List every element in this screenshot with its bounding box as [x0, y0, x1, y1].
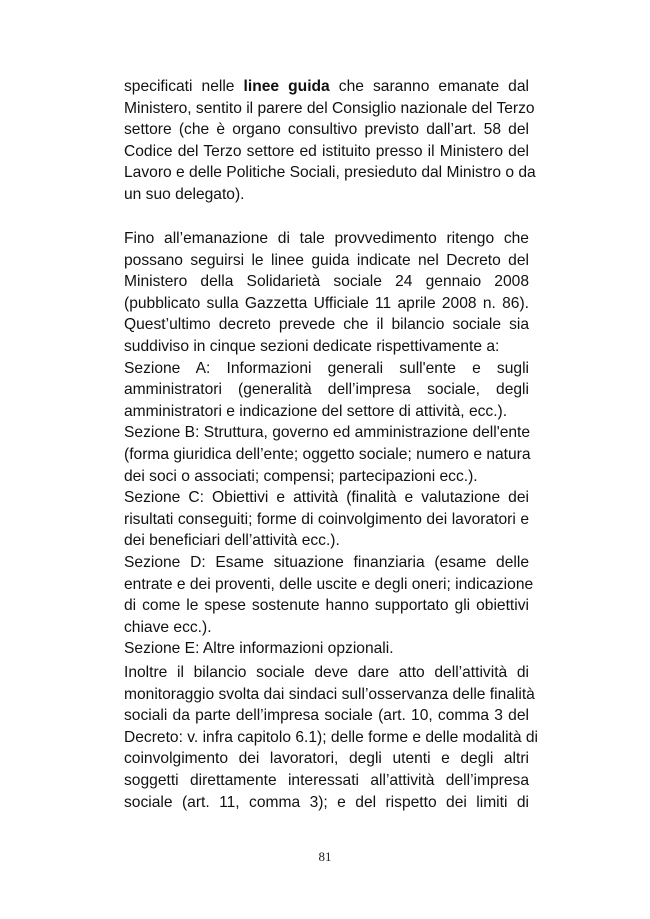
- text-line: [124, 684, 535, 706]
- text-segment: possano seguirsi le linee guida indicate nel Decreto del: [124, 251, 529, 269]
- text-line: [124, 530, 529, 552]
- text-line: [124, 574, 534, 596]
- text-line: [124, 293, 529, 315]
- text-line: [124, 250, 529, 272]
- text-segment: entrate e dei proventi, delle uscite e degli oneri; indicazione: [124, 575, 534, 593]
- text-line: [124, 638, 529, 660]
- text-segment: amministratori e indicazione del settore di attività, ecc.).: [124, 402, 508, 420]
- text-segment: soggetti direttamente interessati all’attività dell’impresa: [124, 771, 529, 789]
- text-line: [124, 727, 539, 749]
- text-line: [124, 98, 535, 120]
- text-segment: Sezione B: Struttura, governo ed amministrazione dell'ente: [124, 424, 531, 442]
- text-line: [124, 228, 529, 250]
- text-line: [124, 770, 529, 792]
- text-line: [124, 748, 529, 770]
- text-line: [124, 119, 529, 141]
- text-segment: Lavoro e delle Politiche Sociali, presieduto dal Ministro o da: [124, 164, 536, 182]
- text-line: [124, 487, 529, 509]
- text-segment: chiave ecc.).: [124, 618, 212, 636]
- text-segment: dei soci o associati; compensi; partecipazioni ecc.).: [124, 467, 478, 485]
- text-segment: sociali da parte dell’impresa sociale (art. 10, comma 3 del: [124, 707, 529, 725]
- text-line: [124, 662, 529, 684]
- text-line: [124, 401, 529, 423]
- text-segment: Ministero, sentito il parere del Consiglio nazionale del Terzo: [124, 99, 535, 117]
- text-segment: che saranno emanate dal: [329, 78, 529, 95]
- text-line: [124, 595, 529, 617]
- text-segment: coinvolgimento dei lavoratori, degli utenti e degli altri: [124, 750, 529, 768]
- text-segment: suddiviso in cinque sezioni dedicate rispettivamente a:: [124, 337, 500, 355]
- text-segment: amministratori (generalità dell’impresa sociale, degli: [124, 381, 529, 399]
- text-segment: monitoraggio svolta dai sindaci sull’osservanza delle finalità: [124, 685, 535, 703]
- text-line: [124, 792, 529, 814]
- text-line: [124, 379, 529, 401]
- text-segment: Sezione E: Altre informazioni opzionali.: [124, 640, 394, 658]
- text-segment: (pubblicato sulla Gazzetta Ufficiale 11 aprile 2008 n. 86).: [124, 294, 529, 312]
- text-segment: settore (che è organo consultivo previsto dall’art. 58 del: [124, 121, 529, 139]
- text-segment: sociale (art. 11, comma 3); e del rispetto dei limiti di: [124, 793, 529, 811]
- text-line: [124, 552, 529, 574]
- text-segment: un suo delegato).: [124, 185, 245, 203]
- text-segment: Quest’ultimo decreto prevede che il bilancio sociale sia: [124, 316, 529, 334]
- text-line: [124, 617, 529, 639]
- paragraph-sezioni-bilancio: [124, 228, 534, 660]
- text-line: [124, 271, 529, 293]
- text-line: [124, 184, 529, 206]
- text-segment: Ministero della Solidarietà sociale 24 gennaio 2008: [124, 273, 529, 291]
- paragraph-monitoraggio: [124, 662, 539, 813]
- text-segment: Codice del Terzo settore ed istituito presso il Ministero del: [124, 142, 529, 160]
- paragraph-linee-guida: [124, 76, 536, 206]
- text-segment: dei beneficiari dell’attività ecc.).: [124, 532, 340, 550]
- bold-text-segment: linee guida: [243, 78, 330, 95]
- page-number: 81: [318, 849, 332, 864]
- text-segment: Inoltre il bilancio sociale deve dare atto dell’attività di: [124, 664, 529, 681]
- text-line: [124, 336, 529, 358]
- text-line: [124, 444, 529, 466]
- text-segment: risultati conseguiti; forme di coinvolgimento dei lavoratori e: [124, 510, 529, 528]
- text-line: [124, 422, 529, 444]
- text-line: [124, 466, 529, 488]
- text-line: [124, 358, 529, 380]
- text-segment: specificati nelle: [124, 78, 244, 95]
- text-segment: Sezione D: Esame situazione finanziaria (esame delle: [124, 553, 529, 571]
- text-segment: di come le spese sostenute hanno supportato gli obiettivi: [124, 597, 529, 615]
- text-line: [124, 314, 529, 336]
- text-segment: Sezione C: Obiettivi e attività (finalità e valutazione dei: [124, 489, 529, 507]
- text-segment: Sezione A: Informazioni generali sull'ente e sugli: [124, 359, 529, 377]
- text-line: [124, 705, 529, 727]
- text-line: [124, 141, 529, 163]
- text-segment: Decreto: v. infra capitolo 6.1); delle forme e delle modalità di: [124, 728, 539, 746]
- text-line: [124, 76, 529, 98]
- text-segment: Fino all’emanazione di tale provvedimento ritengo che: [124, 230, 529, 247]
- text-segment: (forma giuridica dell’ente; oggetto sociale; numero e natura: [124, 445, 531, 463]
- text-line: [124, 162, 536, 184]
- text-line: [124, 509, 529, 531]
